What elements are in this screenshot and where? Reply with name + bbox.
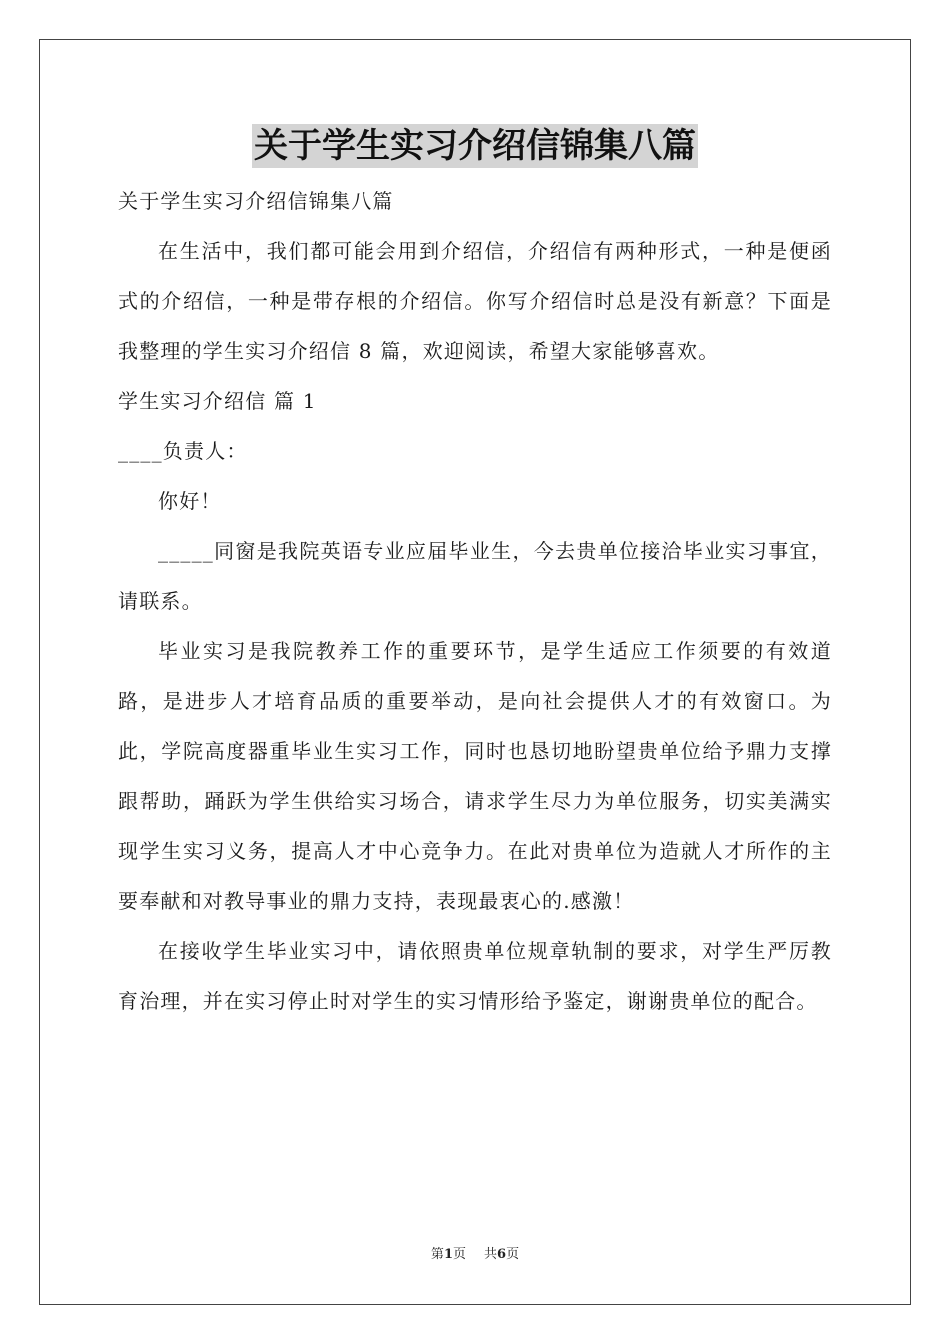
paragraph: 关于学生实习介绍信锦集八篇 xyxy=(118,189,394,213)
paragraph: 你好！ xyxy=(158,489,222,513)
page-current: 1 xyxy=(443,1247,453,1262)
page-total: 6 xyxy=(497,1247,507,1262)
paragraph: 在生活中，我们都可能会用到介绍信，介绍信有两种形式，一种是便函式的介绍信，一种是带存根的介绍信。你写介绍信时总是没有新意？下面是我整理的学生实习介绍信 8 篇，欢迎阅读，希望大家能够喜欢。 xyxy=(118,239,832,363)
page-footer xyxy=(0,1246,950,1264)
document-title: 关于学生实习介绍信锦集八篇 xyxy=(254,126,696,166)
paragraph: 毕业实习是我院教养工作的重要环节，是学生适应工作须要的有效道路，是进步人才培育品质的重要举动，是向社会提供人才的有效窗口。为此，学院高度器重毕业生实习工作，同时也恳切地盼望贵单位给予鼎力支撑跟帮助，踊跃为学生供给实习场合，请求学生尽力为单位服务，切实美满实现学生实习义务，提高人才中心竞争力。在此对贵单位为造就人才所作的主要奉献和对教导事业的鼎力支持，表现最衷心的.感激！ xyxy=(118,639,832,913)
paragraph: _____同窗是我院英语专业应届毕业生，今去贵单位接洽毕业实习事宜，请联系。 xyxy=(118,539,832,613)
document-title-wrap xyxy=(0,124,950,170)
page-suffix: 页 xyxy=(452,1247,466,1262)
paragraph: 在接收学生毕业实习中，请依照贵单位规章轨制的要求，对学生严厉教育治理，并在实习停止时对学生的实习情形给予鉴定，谢谢贵单位的配合。 xyxy=(118,939,832,1013)
page-prefix: 第 xyxy=(430,1247,444,1262)
paragraph: 学生实习介绍信 篇 1 xyxy=(118,389,317,413)
document-body xyxy=(118,176,832,1026)
paragraph: ____负责人： xyxy=(118,439,248,463)
total-prefix: 共 xyxy=(484,1247,498,1262)
total-suffix: 页 xyxy=(506,1247,520,1262)
